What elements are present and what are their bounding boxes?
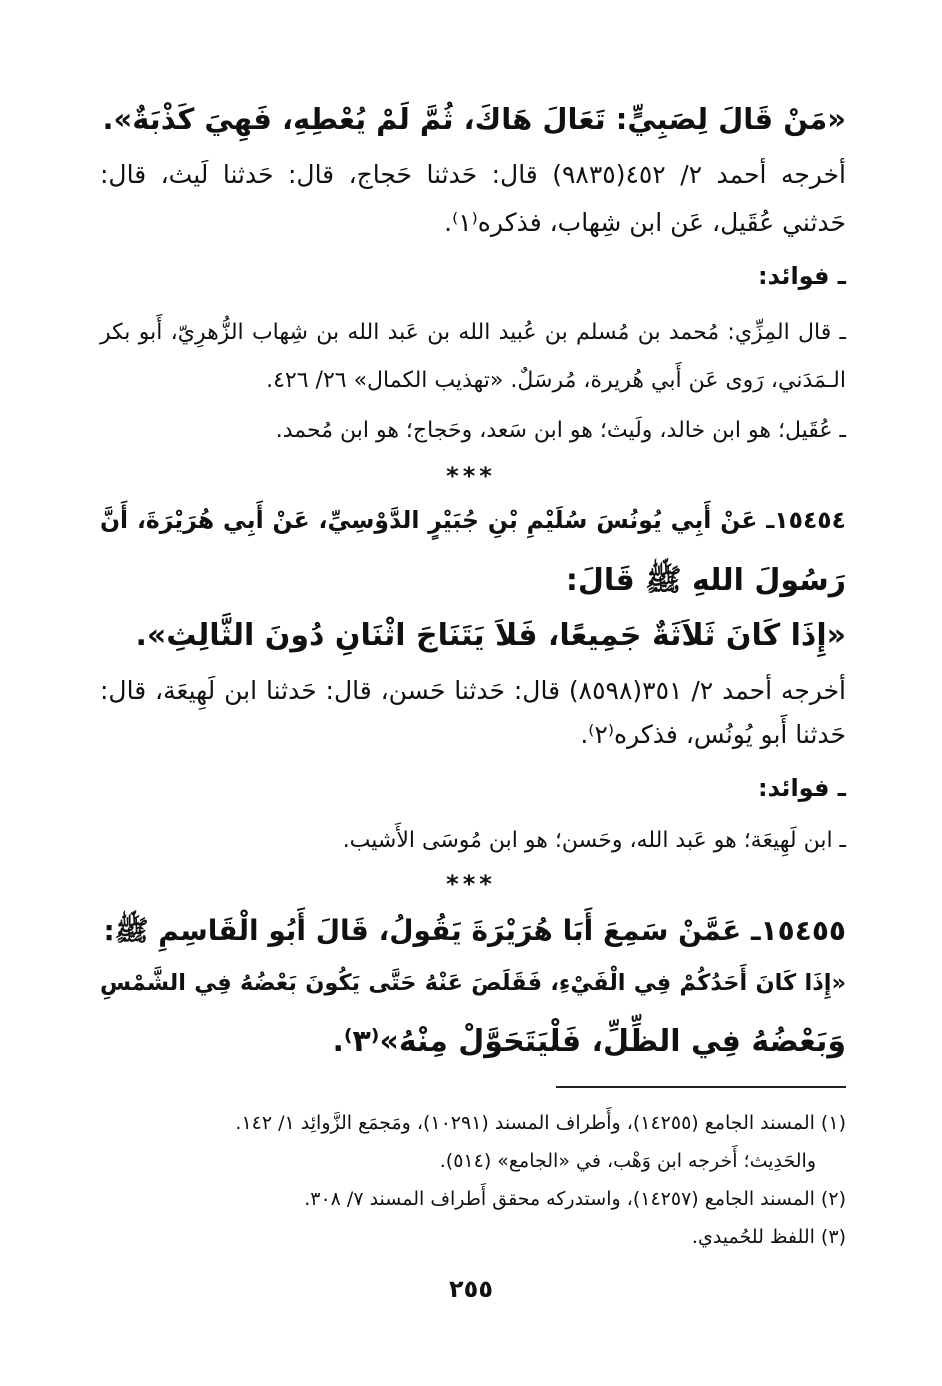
fawaid-line: الـمَدَني، رَوى عَن أَبي هُريرة، مُرسَلٌ. «تهذيب الكمال» ٢٦/ ٤٢٦. — [266, 368, 846, 393]
hadith-line: وَبَعْضُهُ فِي الظِّلِّ، فَلْيَتَحَوَّلْ مِنْهُ»⁽٣⁾. — [332, 1024, 846, 1059]
fawaid-line: ـ عُقَيل؛ هو ابن خالد، ولَيث؛ هو ابن سَعد، وحَجاج؛ هو ابن مُحمد. — [275, 418, 846, 443]
takhrij-line: حَدثنا أَبو يُونُس، فذكره⁽٢⁾. — [580, 720, 846, 749]
fawaid-heading: ـ فوائد: — [757, 262, 846, 290]
takhrij-line: أخرجه أحمد ٢/ ٣٥١(٨٥٩٨) قال: حَدثنا حَسن، قال: حَدثنا ابن لَهِيعَة، قال: — [100, 676, 846, 705]
hadith-text: «مَنْ قَالَ لِصَبِيٍّ: تَعَالَ هَاكَ، ثُمَّ لَمْ يُعْطِهِ، فَهِيَ كَذْبَةٌ». — [102, 102, 846, 136]
hadith-text: «إِذَا كَانَ ثَلاَثَةٌ جَمِيعًا، فَلاَ يَتَنَاجَ اثْنَانِ دُونَ الثَّالِثِ». — [135, 618, 846, 653]
footnote: (٢) المسند الجامع (١٤٢٥٧)، واستدركه محقق أَطراف المسند ٧/ ٣٠٨. — [304, 1188, 846, 1210]
hadith-line: رَسُولَ اللهِ ﷺ قَالَ: — [565, 563, 846, 598]
section-separator: *** — [446, 870, 496, 898]
footnote: (١) المسند الجامع (١٤٢٥٥)، وأَطراف المسند (١٠٢٩١)، ومَجمَع الزَّوائِد ١/ ١٤٢. — [235, 1112, 846, 1134]
hadith-line: ١٥٤٥٤ـ عَنْ أَبِي يُونُسَ سُلَيْمِ بْنِ جُبَيْرٍ الدَّوْسِيِّ، عَنْ أَبِي هُرَيْرَةَ، أَنَّ — [100, 506, 846, 534]
takhrij-line: حَدثني عُقَيل، عَن ابن شِهاب، فذكره⁽١⁾. — [444, 208, 846, 237]
page-number: ٢٥٥ — [449, 1275, 493, 1303]
fawaid-heading: ـ فوائد: — [757, 774, 846, 802]
hadith-line: ١٥٤٥٥ـ عَمَّنْ سَمِعَ أَبَا هُرَيْرَةَ يَقُولُ، قَالَ أَبُو الْقَاسِمِ ﷺ: — [103, 914, 846, 947]
footnote-divider — [556, 1086, 846, 1088]
hadith-line: «إِذَا كَانَ أَحَدُكُمْ فِي الْفَيْءِ، فَقَلَصَ عَنْهُ حَتَّى يَكُونَ بَعْضُهُ فِي الشَّمْسِ — [100, 970, 846, 996]
footnote: (٣) اللفظ للحُميدي. — [691, 1226, 846, 1248]
fawaid-line: ـ قال المِزِّي: مُحمد بن مُسلم بن عُبيد الله بن عَبد الله بن شِهاب الزُّهرِيّ، أَبو بكر — [100, 320, 846, 345]
takhrij-line: أخرجه أحمد ٢/ ٤٥٢(٩٨٣٥) قال: حَدثنا حَجاج، قال: حَدثنا لَيث، قال: — [100, 160, 846, 189]
section-separator: *** — [446, 462, 496, 490]
fawaid-line: ـ ابن لَهِيعَة؛ هو عَبد الله، وحَسن؛ هو ابن مُوسَى الأَشيب. — [342, 828, 846, 853]
footnote: والحَدِيث؛ أَخرجه ابن وَهْب، في «الجامع» (٥١٤). — [439, 1150, 816, 1172]
